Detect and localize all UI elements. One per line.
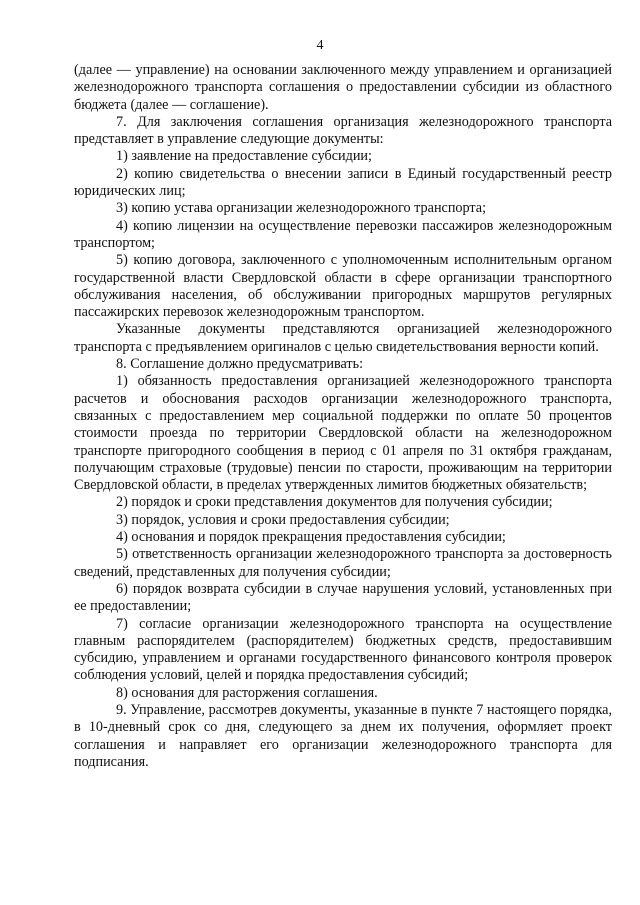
document-body [74,62,612,771]
list-item: 3) порядок, условия и сроки предоставления субсидии; [116,511,450,528]
paragraph: 9. Управление, рассмотрев документы, указанные в пункте 7 настоящего порядка, в 10-дневный срок со дня, следующего за днем их получения, оформляет проект соглашения и направляет его организации железнодорожного транспорта для подписания. [74,701,612,770]
page-number: 4 [316,38,324,53]
paragraph: 8. Соглашение должно предусматривать: [116,356,364,373]
list-item: 5) копию договора, заключенного с уполномоченным исполнительным органом государственной власти Свердловской области в сфере организации транспортного обслуживания населения, об обслуживании пригородных маршрутов регулярных пассажирских перевозок железнодорожным транспортом. [74,252,612,321]
list-item: 2) порядок и сроки представления документов для получения субсидии; [116,494,553,511]
list-item: 1) заявление на предоставление субсидии; [116,148,372,165]
paragraph: (далее — управление) на основании заключенного между управлением и организацией железнодорожного транспорта соглашения о предоставлении субсидии из областного бюджета (далее — соглашение). [74,62,612,113]
list-item: 4) копию лицензии на осуществление перевозки пассажиров железнодорожным транспортом; [74,217,612,251]
list-item: 7) согласие организации железнодорожного транспорта на осуществление главным распорядителем (распорядителем) бюджетных средств, предоставившим субсидию, управлением и органами государственного финансового контроля проверок соблюдения условий, целей и порядка предоставления субсидий; [74,615,612,684]
list-item: 1) обязанность предоставления организацией железнодорожного транспорта расчетов и обоснования расходов организации железнодорожного транспорта, связанных с предоставлением мер социальной поддержки по оплате 50 процентов стоимости проезда по территории Свердловской области на железнодорожном транспорте пригородного сообщения в период с 01 апреля по 31 октября гражданам, получающим страховые (трудовые) пенсии по старости, проживающим на территории Свердловской области, в пределах утвержденных лимитов бюджетных обязательств; [74,373,612,494]
list-item: 6) порядок возврата субсидии в случае нарушения условий, установленных при ее предоставлении; [74,580,612,615]
list-item: 5) ответственность организации железнодорожного транспорта за достоверность сведений, представленных для получения субсидии; [74,546,612,580]
paragraph: 7. Для заключения соглашения организация железнодорожного транспорта представляет в управление следующие документы: [74,113,612,148]
list-item: 2) копию свидетельства о внесении записи в Единый государственный реестр юридических лиц; [74,165,612,200]
list-item: 3) копию устава организации железнодорожного транспорта; [116,200,487,217]
list-item: 8) основания для расторжения соглашения. [116,684,378,701]
paragraph: Указанные документы представляются организацией железнодорожного транспорта с предъявлением оригиналов с целью свидетельствования верности копий. [74,321,612,355]
list-item: 4) основания и порядок прекращения предоставления субсидии; [116,529,506,546]
